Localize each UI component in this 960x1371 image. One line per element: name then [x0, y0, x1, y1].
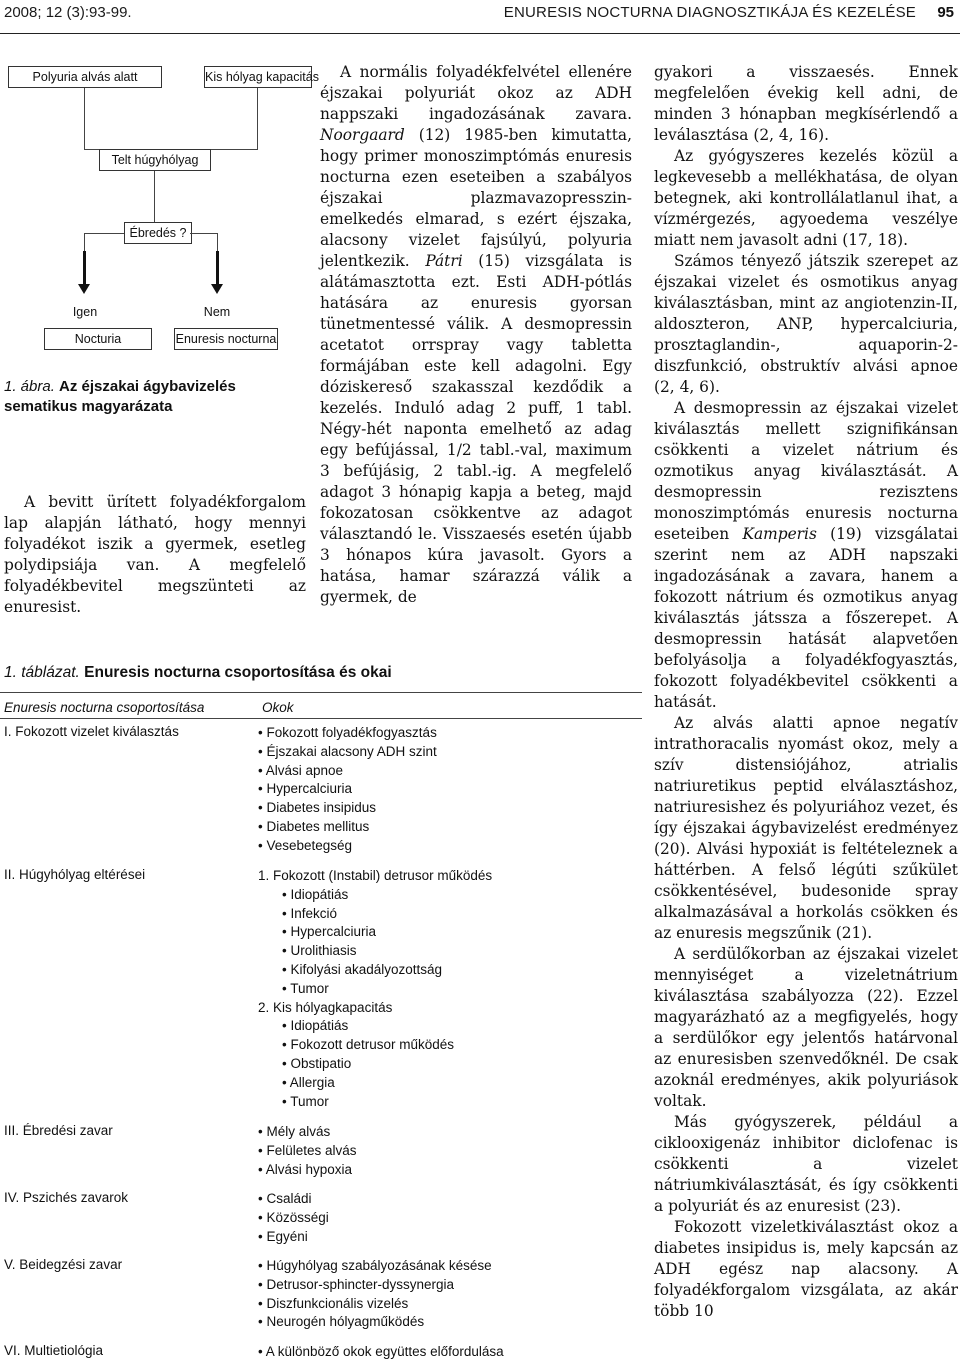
author-noorgaard: Noorgaard: [320, 126, 405, 144]
author-patri: Pátri: [425, 252, 463, 270]
list-item: • Kifolyási akadályozottság: [282, 961, 443, 977]
list-group-heading: 2. Kis hólyagkapacitás: [258, 999, 393, 1015]
author-kamperis: Kamperis: [742, 525, 817, 543]
box-waking: Ébredés ?: [124, 222, 192, 244]
table-header-causes: Okok: [262, 700, 294, 715]
table-header-classification: Enuresis nocturna csoportosítása: [4, 700, 205, 715]
list-item: • Infekció: [282, 905, 338, 921]
right-paragraph-3: Számos tényező játszik szerepet az éjszakai vizelet és osmotikus anyag kiválasztásban, mint az angiotenzin-II, aldoszteron, ANP, hypercalciuria, prosztaglandin-, aquaporin-2-diszfunkció, obstruktív alvási apnoe (2, 4, 6).: [654, 252, 958, 396]
table-row-causes: [258, 1123, 357, 1179]
table-title-text: Enuresis nocturna csoportosítása és okai: [84, 664, 392, 681]
table-row-causes: [258, 1257, 492, 1332]
figure-caption: [4, 377, 304, 417]
list-item: • Éjszakai alacsony ADH szint: [258, 743, 437, 759]
table-title: [4, 664, 392, 682]
right-paragraph-7: Más gyógyszerek, például a ciklooxigenáz inhibitor diclofenac is csökkenti a vizelet nátriumkiválasztását, és így csökkenti a polyuriát és az enuresist (23).: [654, 1113, 958, 1215]
connector: [217, 233, 218, 251]
list-item: • Húgyhólyag szabályozásának késése: [258, 1258, 492, 1273]
text-run: (15) vizsgálata is alátámasztotta ezt. Esti ADH-pótlás hatására az enuresis gyorsan tünetmentessé válik. A desmopressin acetatot orrspray vagy tabletta formájában este kell adagolni. Egy dóziskereső szakasszal kezdődik a kezelés. Induló adag 2 puff, 1 tabl. Négy-hét naponta emelhető az adag egy befújással, 1/2 tabl.-val, maximum 3 befújásig, 2 tabl.-ig. A megfelelő adagot 3 hónapig kapja a beteg, majd fokozatosan csökkentve az adagot választandó le. Visszaesés esetén újabb 3 hónapos kúra javasolt. Gyors a hatása, hamar szárazzá válik a gyermek, de: [320, 252, 632, 606]
right-paragraph-5: Az alvás alatti apnoe negatív intrathoracalis nyomást okoz, mely a szív distensiójához, atrialis natriuretikus peptid elválasztáshoz, natriuresishez és polyuriához vezet, és így éjszakai ágybavizelést eredményez (20). Alvási hypoxiát is feltételeznek a háttérben. A felső légúti szűkület csökkentésével, budesonide spray alkalmazásával a horkolás csökken és az enuresis megszűnik (21).: [654, 714, 958, 942]
list-item: • Diabetes mellitus: [258, 818, 370, 834]
list-item: • Alvási hypoxia: [258, 1161, 353, 1177]
table-number: 1. táblázat.: [4, 664, 80, 681]
connector: [190, 233, 217, 234]
arrow-shaft: [83, 251, 86, 285]
box-nocturia: Nocturia: [44, 328, 152, 350]
table-row-category: III. Ébredési zavar: [4, 1123, 113, 1138]
middle-paragraph: [320, 62, 632, 608]
connector: [84, 233, 124, 234]
list-item: • A különböző okok együttes előfordulása: [258, 1344, 504, 1359]
list-item: • Alvási apnoe: [258, 762, 344, 778]
figure-caption-text: Az éjszakai ágybavizelés sematikus magyarázata: [4, 378, 236, 415]
connector: [154, 171, 155, 223]
list-item: • Diabetes insipidus: [258, 800, 377, 816]
page-number: 95: [937, 4, 954, 21]
table-header-rule: [0, 718, 642, 719]
list-item: • Idiopátiás: [282, 1018, 349, 1034]
table-row-category: V. Beidegzési zavar: [4, 1257, 123, 1272]
list-item: • Hypercalciuria: [258, 781, 353, 797]
right-paragraph-1: gyakori a visszaesés. Ennek megfelelően évekig kell adni, de minden 3 hónapban megkísérlendő a leválasztása (2, 4, 16).: [654, 63, 958, 144]
list-group-heading: 1. Fokozott (Instabil) detrusor működés: [258, 868, 493, 883]
table-row-category: VI. Multietiológia: [4, 1343, 104, 1358]
text-run: A normális folyadékfelvétel ellenére éjszakai polyuriát okoz az ADH nappszaki ingadozásának zavara.: [320, 63, 632, 123]
list-item: • Tumor: [282, 980, 329, 996]
right-paragraph-6: A serdülőkorban az éjszakai vizelet mennyiséget a vizeletnátrium kiválasztása szabályozza (22). Ezzel magyarázható az a megfigyelés, hogy a serdülőkor egy jelentős határvonal az enuresisben szenvedőknél. De csak azoknál eredményes, akik polyuriások voltak.: [654, 945, 958, 1110]
box-polyuria: Polyuria alvás alatt: [8, 66, 162, 88]
list-item: • Idiopátiás: [282, 886, 349, 902]
text-run: (12) 1985-ben kimutatta, hogy primer monoszimptómás enuresis nocturna ezen eseteiben a szabályos éjszakai plazmavazopresszin- emelkedés elmarad, s ezért éjszaka, alacsony vizelet fajsúlyú, polyuria jelentkezik.: [320, 126, 632, 270]
text-run: (19) vizsgálatai szerint nem az ADH napszaki ingadozásának a zavara, hanem a fokozott nátrium és ozmotikus anyag kiválasztás játssza a főszerepet. A desmopressin hatását alapvetően befolyásolja a folyadékfogyasztás, fokozott folyadékbevitel csökkenti a hatását.: [654, 525, 958, 711]
table-row-causes: [258, 724, 437, 856]
table-top-rule: [0, 692, 642, 693]
list-item: • Detrusor-sphincter-dyssynergia: [258, 1276, 455, 1292]
figure-number: 1. ábra.: [4, 378, 55, 395]
running-title: ENURESIS NOCTURNA DIAGNOSZTIKÁJA ÉS KEZELÉSE: [503, 4, 916, 21]
list-item: • Felületes alvás: [258, 1142, 357, 1158]
right-paragraph-4: [654, 398, 958, 713]
list-item: • Egyéni: [258, 1228, 308, 1244]
list-item: • Diszfunkcionális vizelés: [258, 1295, 409, 1311]
list-item: • Hypercalciuria: [282, 924, 377, 940]
right-column: [654, 62, 958, 1322]
table-row-category: I. Fokozott vizelet kiválasztás: [4, 724, 179, 739]
list-item: • Közösségi: [258, 1209, 329, 1225]
arrow-down-icon: [78, 284, 90, 294]
box-full-bladder: Telt húgyhólyag: [99, 149, 211, 171]
table-row-category: II. Húgyhólyag eltérései: [4, 867, 146, 882]
arrow-shaft: [216, 251, 219, 285]
left-paragraph-block: [4, 492, 306, 618]
list-item: • Fokozott folyadékfogyasztás: [258, 725, 437, 740]
connector: [257, 88, 258, 149]
table-row-category: IV. Pszichés zavarok: [4, 1190, 129, 1205]
list-item: • Tumor: [282, 1093, 329, 1109]
header-rule: [0, 33, 960, 34]
list-item: • Családi: [258, 1191, 312, 1206]
left-paragraph: A bevitt ürített folyadékforgalom lap alapján látható, hogy mennyi folyadékot iszik a gyermek, esetleg polydipsiája van. A megfelelő folyadékbevitel megszünteti az enuresist.: [4, 493, 306, 616]
right-paragraph-8: Fokozott vizeletkiválasztást okoz a diabetes insipidus is, mely kapcsán az ADH egész nap alacsony. A folyadékforgalom vizsgálata, az akár több 10: [654, 1218, 958, 1320]
list-item: • Allergia: [282, 1074, 335, 1090]
connector: [84, 88, 85, 149]
list-item: • Mély alvás: [258, 1124, 331, 1139]
list-item: • Neurogén hólyagműködés: [258, 1314, 425, 1330]
text-run: A desmopressin az éjszakai vizelet kiválasztás mellett szignifikánsan csökkenti a vizelet nátrium és ozmotikus anyag kiválasztását. A desmopressin rezisztens monoszimptómás enuresis nocturna eseteiben: [654, 399, 958, 543]
journal-citation: 2008; 12 (3):93-99.: [4, 4, 132, 21]
list-item: • Fokozott detrusor működés: [282, 1037, 455, 1053]
table-row-causes: [258, 1190, 329, 1246]
box-bladder-capacity: Kis hólyag kapacitás: [204, 66, 312, 88]
right-paragraph-2: Az gyógyszeres kezelés közül a legkevesebb a mellékhatása, de olyan betegnek, aki kontrollálatlanul ihat, a vízmérgezés, agyoedema veszélye miatt nem javasolt adni (17, 18).: [654, 147, 958, 249]
box-enuresis: Enuresis nocturna: [174, 328, 278, 350]
table-row-causes: [258, 867, 492, 1111]
table-row-causes: [258, 1343, 504, 1362]
arrow-down-icon: [211, 284, 223, 294]
middle-column: [320, 62, 632, 608]
label-no: Nem: [203, 305, 231, 319]
list-item: • Obstipatio: [282, 1055, 352, 1071]
list-item: • Urolithiasis: [282, 943, 357, 959]
connector: [84, 233, 85, 251]
list-item: • Vesebetegség: [258, 837, 353, 853]
label-yes: Igen: [72, 305, 98, 319]
